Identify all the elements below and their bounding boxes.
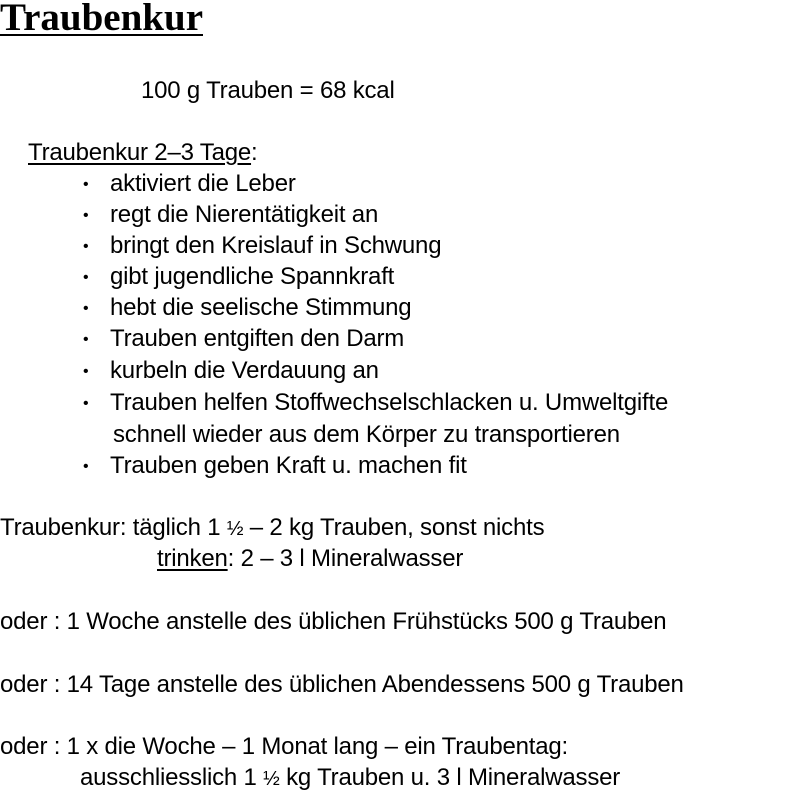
bullet-icon: • xyxy=(83,238,89,255)
section-heading xyxy=(28,139,258,167)
option-breakfast: oder : 1 Woche anstelle des üblichen Frühstücks 500 g Trauben xyxy=(0,608,667,635)
fraction-half: ½ xyxy=(226,518,244,540)
list-item: gibt jugendliche Spannkraft xyxy=(110,263,395,290)
bullet-icon: • xyxy=(83,331,89,348)
drink-line xyxy=(157,545,463,573)
weekly-detail-suffix: kg Trauben u. 3 l Mineralwasser xyxy=(279,764,621,791)
daily-plan-line xyxy=(0,514,544,543)
bullet-icon: • xyxy=(83,207,89,224)
list-item: Trauben geben Kraft u. machen fit xyxy=(110,452,467,479)
page-title: Traubenkur xyxy=(0,0,203,39)
list-item: Trauben helfen Stoffwechselschlacken u. Umweltgifte xyxy=(110,389,669,416)
list-item-continuation: schnell wieder aus dem Körper zu transportieren xyxy=(113,421,620,448)
daily-plan-prefix: Traubenkur: täglich 1 xyxy=(0,514,227,541)
list-item: kurbeln die Verdauung an xyxy=(110,357,379,384)
list-item: regt die Nierentätigkeit an xyxy=(110,201,379,228)
weekly-detail-prefix: ausschliesslich 1 xyxy=(80,764,264,791)
bullet-icon: • xyxy=(83,395,89,412)
option-dinner: oder : 14 Tage anstelle des üblichen Abendessens 500 g Trauben xyxy=(0,671,684,698)
option-weekly: oder : 1 x die Woche – 1 Monat lang – ein Traubentag: xyxy=(0,733,569,760)
section-heading-colon: : xyxy=(251,139,258,166)
option-weekly-detail xyxy=(80,764,620,793)
drink-label: trinken xyxy=(157,545,228,572)
bullet-icon: • xyxy=(83,300,89,317)
fraction-half: ½ xyxy=(263,768,280,790)
daily-plan-suffix: – 2 kg Trauben, sonst nichts xyxy=(243,514,545,541)
calorie-info: 100 g Trauben = 68 kcal xyxy=(141,77,395,104)
section-heading-text: Traubenkur 2–3 Tage xyxy=(28,139,252,166)
list-item: Trauben entgiften den Darm xyxy=(110,325,405,352)
list-item: hebt die seelische Stimmung xyxy=(110,294,412,321)
list-item: aktiviert die Leber xyxy=(110,170,296,197)
bullet-icon: • xyxy=(83,269,89,286)
drink-text: : 2 – 3 l Mineralwasser xyxy=(227,545,464,572)
bullet-icon: • xyxy=(83,176,89,193)
bullet-icon: • xyxy=(83,458,89,475)
list-item: bringt den Kreislauf in Schwung xyxy=(110,232,442,259)
bullet-icon: • xyxy=(83,363,89,380)
